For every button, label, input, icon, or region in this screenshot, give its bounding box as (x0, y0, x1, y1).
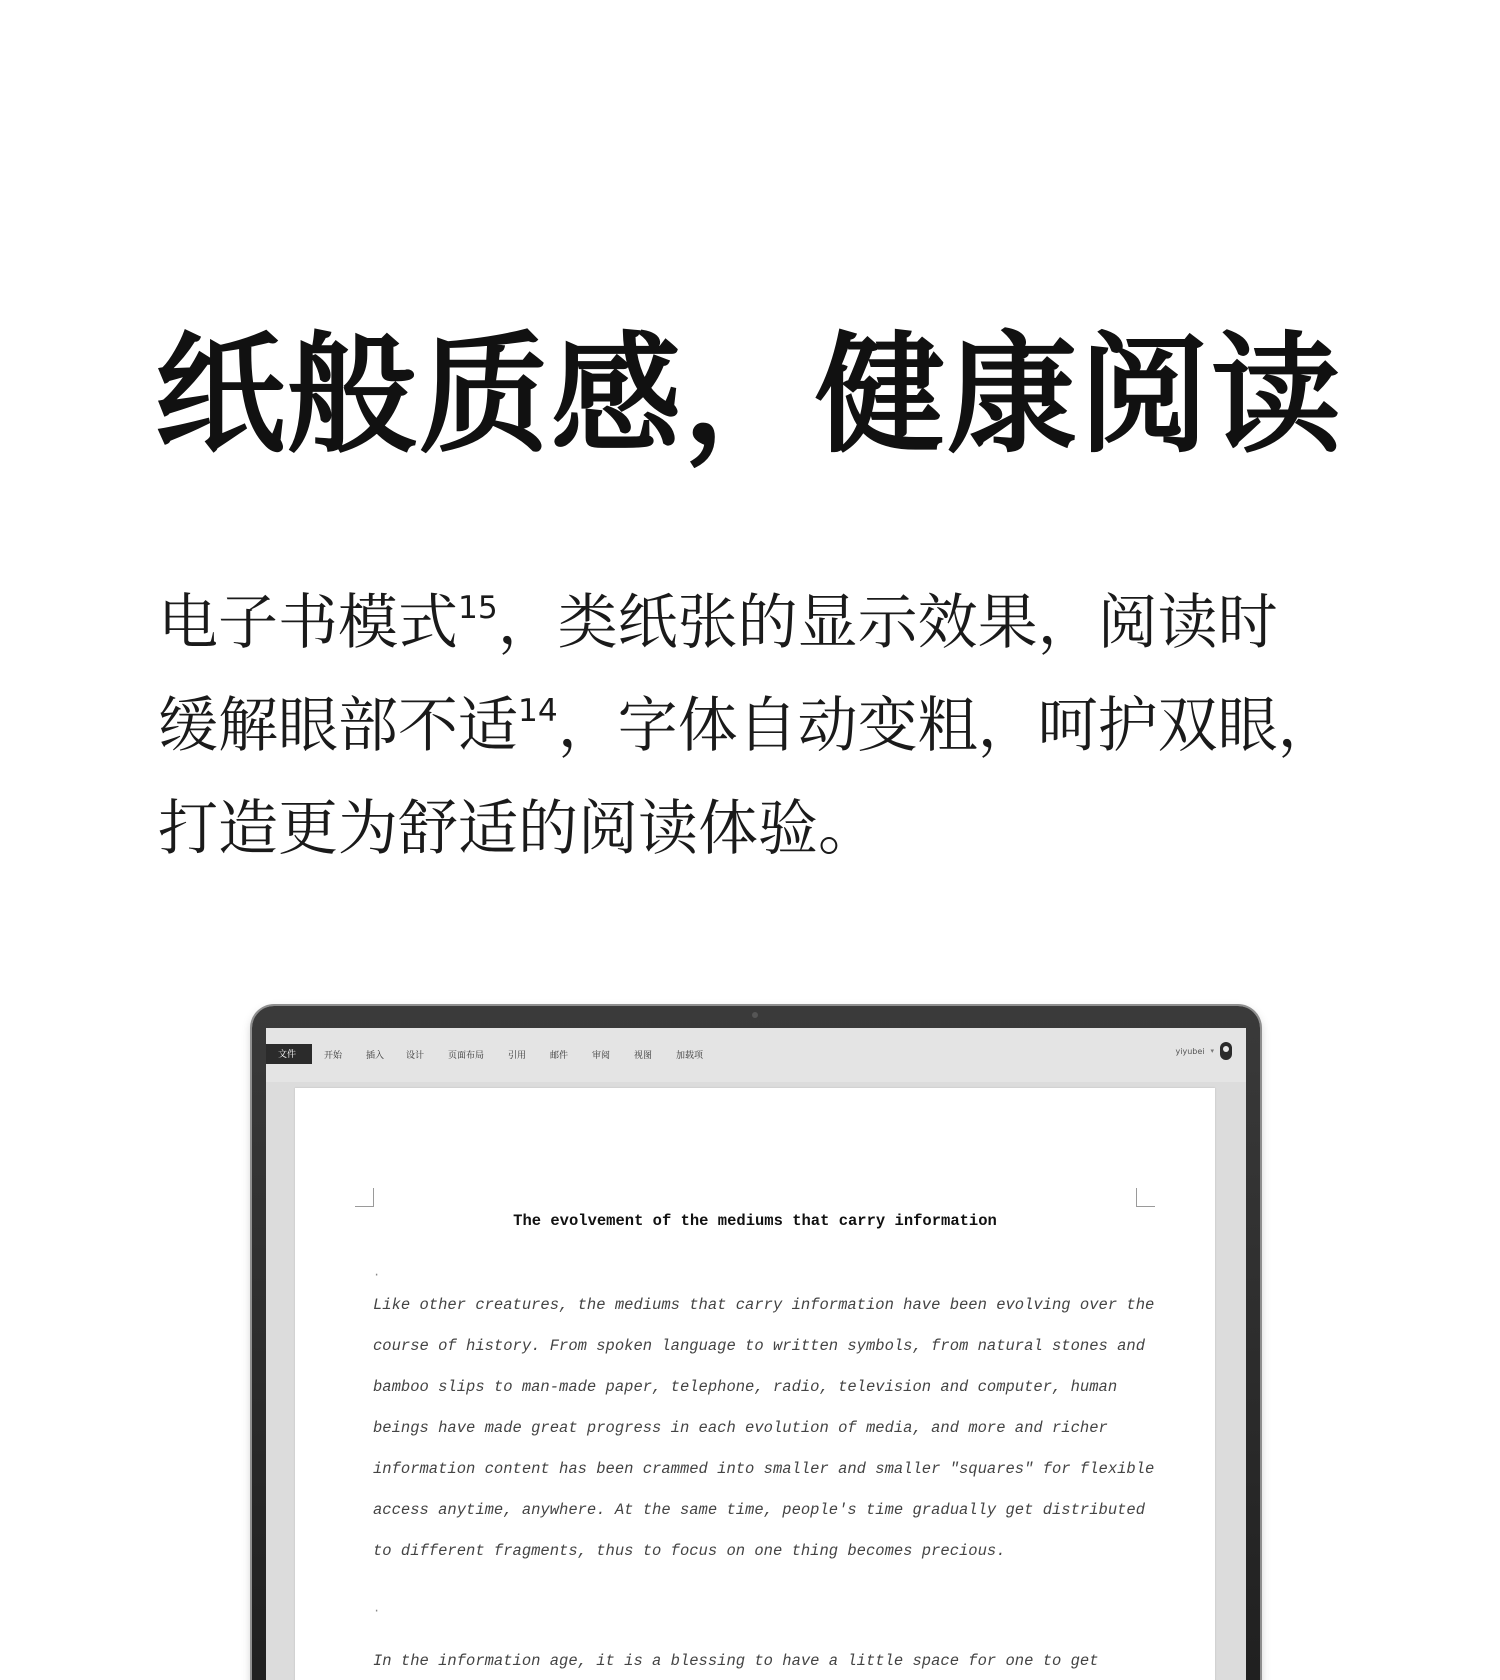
document-paragraph: In the information age, it is a blessing to have a little space for one to get (373, 1652, 1099, 1670)
document-page[interactable] (295, 1088, 1215, 1680)
tab-layout[interactable]: 页面布局 (448, 1051, 485, 1061)
tab-view[interactable]: 视图 (634, 1051, 653, 1061)
crop-mark-top-left (355, 1188, 374, 1207)
description-text: 打造更为舒适的阅读体验。 (158, 794, 878, 864)
description-text: ，字体自动变粗，呵护双眼， (557, 691, 1338, 761)
laptop-device-image (252, 1006, 1260, 1680)
footnote-ref: 15 (458, 590, 498, 627)
user-name: yiyubei (1175, 1046, 1205, 1056)
tab-design[interactable]: 设计 (406, 1051, 425, 1061)
tab-references[interactable]: 引用 (508, 1051, 527, 1061)
paragraph-mark: · (373, 1604, 381, 1618)
description-line-1 (158, 572, 1388, 675)
paragraph-mark: · (373, 1268, 381, 1282)
tab-file[interactable]: 文件 (266, 1044, 312, 1064)
description-text: ，类纸张的显示效果，阅读时 (497, 588, 1278, 658)
user-account[interactable] (1176, 1042, 1233, 1060)
description-line-3 (158, 778, 1388, 881)
word-ribbon (266, 1028, 1246, 1082)
description-text: 电子书模式 (158, 588, 458, 658)
tab-insert[interactable]: 插入 (366, 1051, 385, 1061)
footnote-ref: 14 (518, 693, 558, 730)
tab-addins[interactable]: 加载项 (676, 1051, 704, 1061)
description-text: 缓解眼部不适 (158, 691, 518, 761)
avatar-icon (1220, 1042, 1232, 1060)
document-title: The evolvement of the mediums that carry information (513, 1212, 997, 1230)
description-line-2 (158, 675, 1388, 778)
feature-description (158, 572, 1388, 881)
crop-mark-top-right (1136, 1188, 1155, 1207)
tab-home[interactable]: 开始 (324, 1051, 343, 1061)
tab-mailings[interactable]: 邮件 (550, 1051, 569, 1061)
camera-icon (752, 1012, 758, 1018)
headline: 纸般质感，健康阅读 (155, 319, 1344, 471)
chevron-down-icon: ▾ (1210, 1047, 1214, 1055)
device-screen (266, 1028, 1246, 1680)
tab-review[interactable]: 审阅 (592, 1051, 611, 1061)
document-paragraph: Like other creatures, the mediums that carry information have been evolving over the course of history. From spoken language to written symbols, from natural stones and bamboo slips to man-made paper, telephone, radio, television and computer, human beings have made great progress in each evolution of media, and more and richer information content has been crammed into smaller and smaller "squares" for flexible access anytime, anywhere. At the same time, people's time gradually get distributed to different fragments, thus to focus on one thing becomes precious. (373, 1296, 1155, 1560)
